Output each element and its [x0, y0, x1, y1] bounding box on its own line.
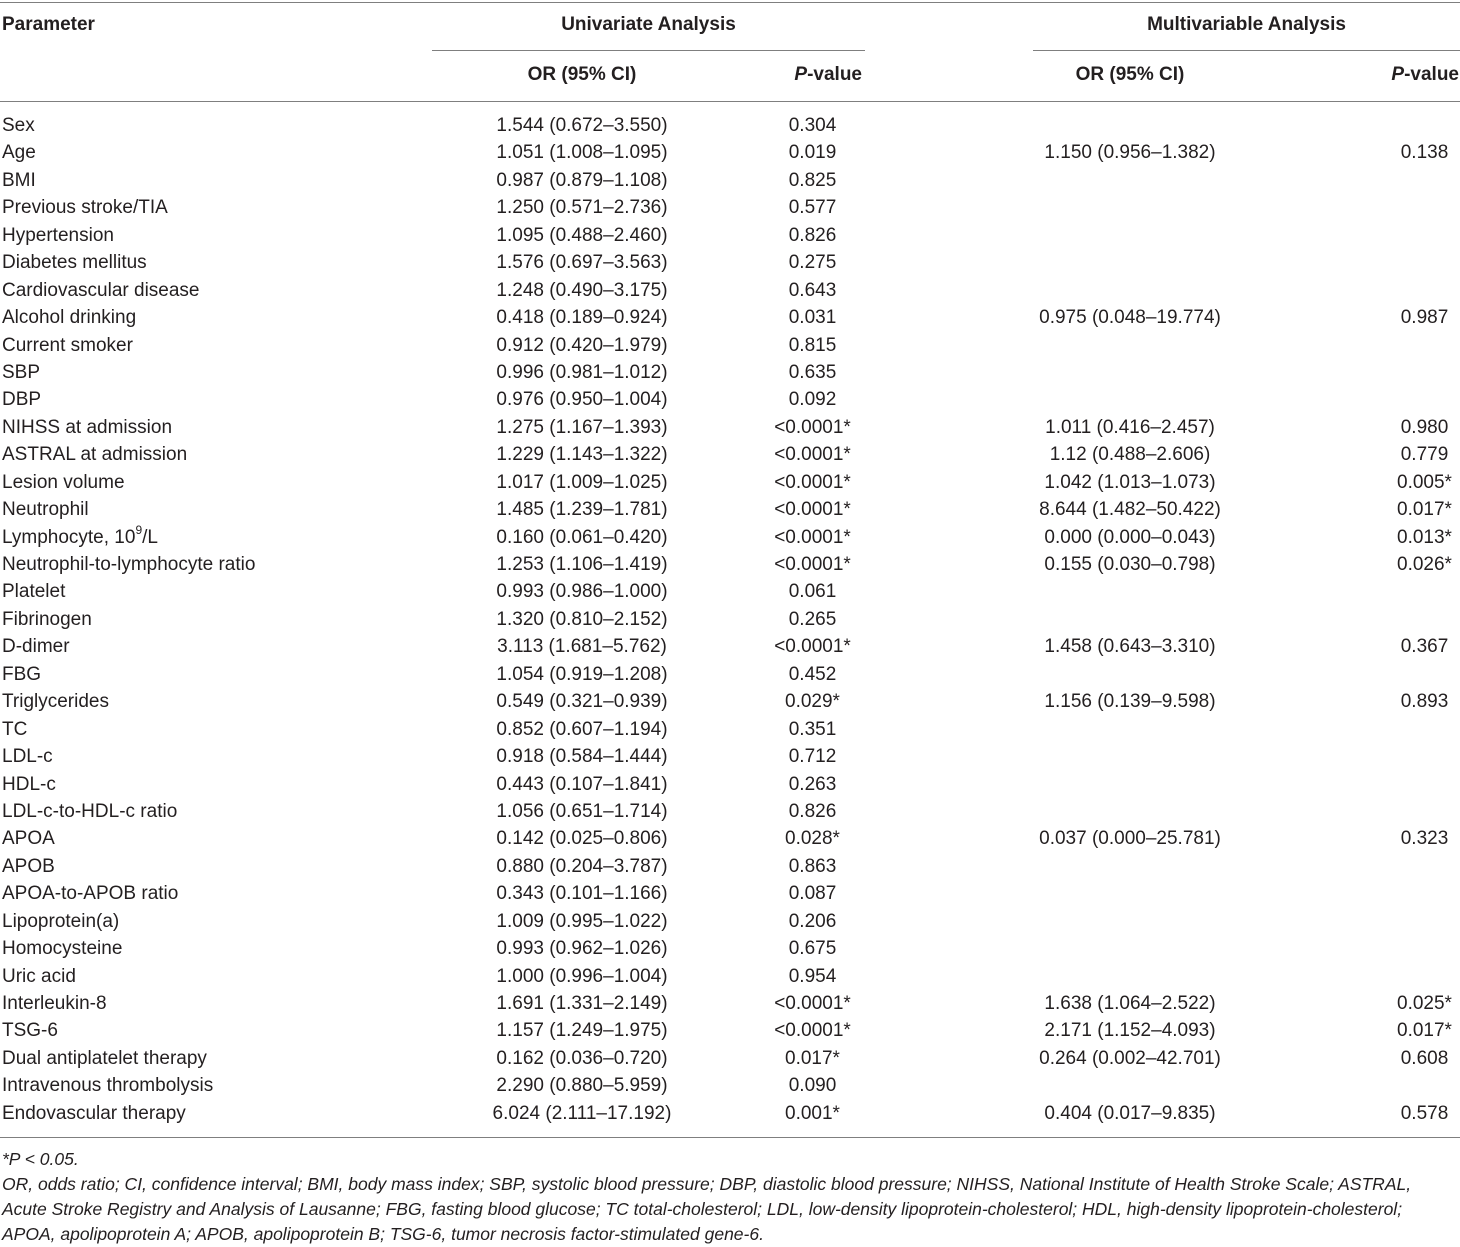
cell-parameter — [2, 578, 65, 605]
footnote-abbreviations: OR, odds ratio; CI, confidence interval; BMI, body mass index; SBP, systolic blood pressure; DBP, diastolic blood pressure; NIHSS, National Institute of Health Stroke Scale; ASTRAL, Acute Stroke Registry and Analysis of Lausanne; FBG, fasting blood glucose; TC total-cholesterol; LDL, low-density lipoprotein-cholesterol; HDL, high-density lipoprotein-cholesterol; APOA, apolipoprotein A; APOB, apolipoprotein B; TSG-6, tumor necrosis factor-stimulated gene-6. — [2, 1174, 1412, 1244]
cell-uni-p: <0.0001* — [774, 526, 851, 548]
cell-uni-or: 0.418 (0.189–0.924) — [496, 307, 668, 329]
parameter-text: LDL-c-to-HDL-c ratio — [2, 800, 178, 822]
parameter-text: Triglycerides — [2, 691, 109, 713]
table-row — [0, 304, 1460, 331]
cell-uni-p: 0.351 — [788, 718, 837, 740]
cell-uni-p: <0.0001* — [774, 416, 851, 438]
cell-parameter — [2, 935, 122, 962]
header-uni-p-italic: P — [794, 64, 808, 85]
cell-uni-p: 0.028* — [785, 828, 840, 850]
cell-parameter — [2, 606, 92, 633]
parameter-text: Homocysteine — [2, 938, 123, 960]
cell-uni-p: 0.826 — [788, 224, 837, 246]
cell-uni-or: 1.000 (0.996–1.004) — [496, 965, 668, 987]
cell-uni-or: 0.852 (0.607–1.194) — [496, 718, 668, 740]
cell-uni-or: 2.290 (0.880–5.959) — [496, 1075, 668, 1097]
parameter-text: DBP — [2, 389, 42, 411]
top-rule — [0, 2, 1460, 3]
cell-uni-p: <0.0001* — [774, 1020, 851, 1042]
cell-parameter — [2, 743, 53, 770]
cell-parameter — [2, 990, 107, 1017]
cell-parameter — [2, 249, 147, 276]
cell-parameter — [2, 908, 119, 935]
table-row — [0, 633, 1460, 660]
cell-multi-or: 1.638 (1.064–2.522) — [1044, 993, 1216, 1014]
cell-multi-p: 0.608 — [1400, 1047, 1449, 1069]
cell-parameter — [2, 386, 41, 413]
cell-parameter — [2, 771, 56, 798]
cell-parameter — [2, 332, 133, 359]
parameter-text: ASTRAL at admission — [2, 444, 188, 466]
parameter-text: APOA — [2, 828, 55, 850]
cell-uni-or: 0.549 (0.321–0.939) — [496, 691, 668, 713]
cell-uni-p: 0.029* — [785, 691, 840, 713]
table-row — [0, 249, 1460, 276]
cell-multi-or: 0.264 (0.002–42.701) — [1039, 1047, 1221, 1069]
cell-uni-p: <0.0001* — [774, 636, 851, 658]
footnote-significance: *P < 0.05. — [2, 1149, 79, 1169]
cell-multi-p: 0.017* — [1397, 499, 1452, 521]
cell-uni-p: 0.635 — [788, 361, 837, 383]
parameter-text: SBP — [2, 361, 41, 383]
parameter-text: D-dimer — [2, 636, 70, 658]
cell-uni-p: 0.675 — [788, 938, 837, 960]
table-bottom-rule — [0, 1137, 1460, 1138]
parameter-text: Hypertension — [2, 224, 114, 246]
cell-uni-p: <0.0001* — [774, 499, 851, 521]
cell-parameter — [2, 716, 27, 743]
table-row — [0, 359, 1460, 386]
cell-uni-p: <0.0001* — [774, 993, 851, 1014]
cell-uni-p: 0.087 — [788, 883, 837, 905]
cell-parameter — [2, 661, 41, 688]
cell-uni-or: 1.320 (0.810–2.152) — [496, 608, 668, 630]
parameter-text: Current smoker — [2, 334, 133, 356]
header-univariate: Univariate Analysis — [561, 14, 736, 35]
table-row — [0, 880, 1460, 907]
table-row — [0, 277, 1460, 304]
cell-uni-p: 0.017* — [785, 1047, 840, 1069]
cell-uni-p: 0.061 — [788, 581, 837, 603]
cell-uni-or: 1.157 (1.249–1.975) — [496, 1020, 668, 1042]
cell-uni-p: 0.712 — [788, 746, 837, 768]
cell-multi-or: 0.037 (0.000–25.781) — [1039, 828, 1221, 850]
cell-uni-p: 0.092 — [788, 389, 837, 411]
parameter-text: Previous stroke/TIA — [2, 197, 168, 219]
cell-uni-p: <0.0001* — [774, 444, 851, 466]
header-bottom-rule — [0, 101, 1460, 102]
cell-multi-or: 1.12 (0.488–2.606) — [1049, 444, 1211, 466]
cell-uni-or: 1.051 (1.008–1.095) — [496, 142, 668, 164]
cell-multi-or: 0.404 (0.017–9.835) — [1044, 1102, 1216, 1124]
cell-uni-or: 1.095 (0.488–2.460) — [496, 224, 668, 246]
parameter-text: Lymphocyte, 10 — [2, 526, 136, 548]
cell-parameter — [2, 359, 40, 386]
table-row — [0, 606, 1460, 633]
table-row — [0, 798, 1460, 825]
parameter-text: Fibrinogen — [2, 608, 92, 630]
cell-multi-or: 8.644 (1.482–50.422) — [1039, 499, 1221, 521]
cell-parameter — [2, 633, 70, 660]
cell-parameter — [2, 139, 36, 166]
cell-parameter — [2, 1072, 213, 1099]
cell-uni-p: 0.452 — [788, 663, 837, 685]
cell-uni-or: 1.691 (1.331–2.149) — [496, 993, 668, 1014]
parameter-text: Platelet — [2, 581, 66, 603]
multivariable-span-rule — [1033, 50, 1460, 51]
cell-uni-or: 6.024 (2.111–17.192) — [492, 1102, 672, 1124]
table-row — [0, 1045, 1460, 1072]
cell-multi-or: 1.458 (0.643–3.310) — [1044, 636, 1216, 658]
parameter-text: Uric acid — [2, 965, 76, 987]
cell-parameter — [2, 798, 177, 825]
table-row — [0, 386, 1460, 413]
parameter-text: Interleukin-8 — [2, 993, 107, 1014]
cell-uni-or: 1.250 (0.571–2.736) — [496, 197, 668, 219]
parameter-text: APOA-to-APOB ratio — [2, 883, 179, 905]
cell-multi-p: 0.005* — [1397, 471, 1452, 493]
cell-uni-or: 0.443 (0.107–1.841) — [496, 773, 668, 795]
parameter-text: LDL-c — [2, 746, 53, 768]
table-row — [0, 139, 1460, 166]
parameter-text: Neutrophil-to-lymphocyte ratio — [2, 554, 256, 575]
cell-uni-or: 1.544 (0.672–3.550) — [496, 115, 668, 136]
table-row — [0, 469, 1460, 496]
cell-multi-p: 0.013* — [1397, 526, 1452, 548]
parameter-text: Age — [2, 142, 36, 164]
table-row — [0, 1072, 1460, 1099]
header-parameter: Parameter — [2, 14, 95, 35]
cell-multi-p: 0.026* — [1397, 554, 1452, 575]
cell-uni-p: 0.275 — [788, 252, 837, 274]
table-row — [0, 1017, 1460, 1044]
table-row — [0, 743, 1460, 770]
cell-uni-p: <0.0001* — [774, 554, 851, 575]
cell-uni-or: 0.976 (0.950–1.004) — [496, 389, 668, 411]
cell-uni-or: 0.996 (0.981–1.012) — [496, 361, 668, 383]
cell-parameter — [2, 1045, 207, 1072]
table-row — [0, 194, 1460, 221]
parameter-text: BMI — [2, 169, 36, 191]
cell-parameter — [2, 441, 187, 468]
cell-uni-or: 0.880 (0.204–3.787) — [496, 855, 668, 877]
table-row — [0, 963, 1460, 990]
cell-uni-p: 0.304 — [788, 115, 837, 136]
cell-uni-or: 0.162 (0.036–0.720) — [496, 1047, 668, 1069]
parameter-text: Lipoprotein(a) — [2, 910, 120, 932]
cell-multi-or: 1.150 (0.956–1.382) — [1044, 142, 1216, 164]
table-row — [0, 551, 1460, 578]
cell-uni-or: 1.485 (1.239–1.781) — [496, 499, 668, 521]
cell-uni-p: 0.825 — [788, 169, 837, 191]
cell-uni-p: 0.643 — [788, 279, 837, 301]
cell-multi-p: 0.367 — [1400, 636, 1449, 658]
cell-uni-or: 1.017 (1.009–1.025) — [496, 471, 668, 493]
cell-uni-p: 0.019 — [788, 142, 837, 164]
cell-uni-or: 3.113 (1.681–5.762) — [497, 636, 667, 658]
cell-multi-or: 2.171 (1.152–4.093) — [1044, 1020, 1216, 1042]
cell-uni-or: 0.987 (0.879–1.108) — [496, 169, 668, 191]
cell-uni-p: 0.263 — [788, 773, 837, 795]
cell-multi-p: 0.138 — [1400, 142, 1449, 164]
cell-parameter — [2, 853, 55, 880]
parameter-text: Alcohol drinking — [2, 307, 137, 329]
table-row — [0, 524, 1460, 551]
parameter-unit-suffix: /L — [142, 526, 158, 548]
cell-uni-or: 1.248 (0.490–3.175) — [496, 279, 668, 301]
cell-parameter — [2, 496, 89, 523]
cell-multi-p: 0.987 — [1400, 307, 1449, 329]
cell-uni-p: 0.815 — [788, 334, 837, 356]
table-row — [0, 935, 1460, 962]
table-row — [0, 578, 1460, 605]
header-multi-or: OR (95% CI) — [1075, 64, 1185, 85]
cell-parameter — [2, 524, 158, 551]
cell-uni-or: 1.056 (0.651–1.714) — [496, 800, 668, 822]
table-row — [0, 414, 1460, 441]
header-multivariable: Multivariable Analysis — [1147, 14, 1346, 35]
cell-parameter — [2, 222, 114, 249]
cell-multi-or: 0.000 (0.000–0.043) — [1044, 526, 1216, 548]
cell-parameter — [2, 194, 168, 221]
cell-uni-or: 1.229 (1.143–1.322) — [496, 444, 668, 466]
cell-multi-p: 0.893 — [1400, 691, 1449, 713]
table-row — [0, 688, 1460, 715]
parameter-text: NIHSS at admission — [2, 416, 173, 438]
cell-multi-p: 0.323 — [1400, 828, 1449, 850]
cell-uni-or: 1.275 (1.167–1.393) — [496, 416, 668, 438]
cell-multi-p: 0.025* — [1397, 993, 1452, 1014]
cell-uni-or: 0.993 (0.986–1.000) — [496, 581, 668, 603]
cell-multi-or: 1.156 (0.139–9.598) — [1044, 691, 1216, 713]
parameter-text: Neutrophil — [2, 499, 89, 521]
table-row — [0, 716, 1460, 743]
header-multi-p-italic: P — [1391, 64, 1405, 85]
table-row — [0, 661, 1460, 688]
cell-parameter — [2, 963, 76, 990]
cell-uni-p: 0.954 — [788, 965, 837, 987]
cell-uni-p: 0.206 — [788, 910, 837, 932]
header-uni-or: OR (95% CI) — [527, 64, 637, 85]
header-multi-p — [1296, 64, 1459, 86]
table-body — [0, 112, 1460, 1127]
header-uni-p-rest: -value — [807, 64, 862, 85]
cell-multi-or: 0.155 (0.030–0.798) — [1044, 554, 1216, 575]
cell-parameter — [2, 688, 109, 715]
parameter-text: Lesion volume — [2, 471, 125, 493]
cell-multi-p: 0.779 — [1400, 444, 1449, 466]
cell-parameter — [2, 304, 136, 331]
cell-uni-p: 0.031 — [788, 307, 837, 329]
table-row — [0, 908, 1460, 935]
cell-uni-p: 0.001* — [785, 1102, 840, 1124]
cell-uni-or: 0.918 (0.584–1.444) — [496, 746, 668, 768]
cell-multi-or: 0.975 (0.048–19.774) — [1039, 307, 1221, 329]
parameter-text: TSG-6 — [2, 1020, 58, 1042]
parameter-text: Dual antiplatelet therapy — [2, 1047, 207, 1069]
cell-parameter — [2, 551, 255, 578]
parameter-text: Sex — [2, 115, 35, 136]
cell-parameter — [2, 1100, 186, 1127]
cell-multi-p: 0.980 — [1400, 416, 1449, 438]
cell-parameter — [2, 469, 125, 496]
cell-uni-p: <0.0001* — [774, 471, 851, 493]
parameter-text: FBG — [2, 663, 42, 685]
cell-parameter — [2, 1017, 58, 1044]
univariate-span-rule — [432, 50, 865, 51]
cell-multi-or: 1.011 (0.416–2.457) — [1045, 416, 1215, 438]
cell-parameter — [2, 277, 200, 304]
cell-parameter — [2, 414, 172, 441]
header-uni-p — [700, 64, 862, 86]
parameter-text: Endovascular therapy — [2, 1102, 186, 1124]
cell-uni-or: 0.993 (0.962–1.026) — [496, 938, 668, 960]
parameter-text: APOB — [2, 855, 55, 877]
cell-parameter — [2, 825, 55, 852]
cell-parameter — [2, 112, 35, 139]
table-row — [0, 222, 1460, 249]
table-row — [0, 771, 1460, 798]
cell-uni-or: 0.912 (0.420–1.979) — [496, 334, 668, 356]
cell-uni-or: 1.009 (0.995–1.022) — [496, 910, 668, 932]
table-row — [0, 1100, 1460, 1127]
parameter-text: TC — [2, 718, 28, 740]
table-row — [0, 112, 1460, 139]
table-row — [0, 853, 1460, 880]
cell-uni-or: 0.160 (0.061–0.420) — [496, 526, 668, 548]
cell-uni-or: 0.343 (0.101–1.166) — [496, 883, 668, 905]
parameter-text: Cardiovascular disease — [2, 279, 200, 301]
cell-multi-or: 1.042 (1.013–1.073) — [1044, 471, 1216, 493]
cell-uni-p: 0.577 — [788, 197, 837, 219]
cell-uni-or: 1.253 (1.106–1.419) — [496, 554, 668, 575]
table-row — [0, 990, 1460, 1017]
table-row — [0, 825, 1460, 852]
table-row — [0, 167, 1460, 194]
parameter-superscript: 9 — [135, 523, 143, 538]
cell-multi-p: 0.578 — [1400, 1102, 1449, 1124]
header-multi-p-rest: -value — [1404, 64, 1459, 85]
cell-parameter — [2, 880, 178, 907]
cell-uni-or: 0.142 (0.025–0.806) — [496, 828, 668, 850]
cell-uni-p: 0.265 — [788, 608, 837, 630]
table-row — [0, 332, 1460, 359]
cell-multi-p: 0.017* — [1397, 1020, 1452, 1042]
table-row — [0, 441, 1460, 468]
cell-uni-p: 0.863 — [788, 855, 837, 877]
table-row — [0, 496, 1460, 523]
parameter-text: HDL-c — [2, 773, 56, 795]
cell-uni-p: 0.090 — [788, 1075, 837, 1097]
cell-parameter — [2, 167, 36, 194]
cell-uni-or: 1.576 (0.697–3.563) — [496, 252, 668, 274]
parameter-text: Diabetes mellitus — [2, 252, 147, 274]
cell-uni-or: 1.054 (0.919–1.208) — [496, 663, 668, 685]
parameter-text: Intravenous thrombolysis — [2, 1075, 214, 1097]
cell-uni-p: 0.826 — [788, 800, 837, 822]
